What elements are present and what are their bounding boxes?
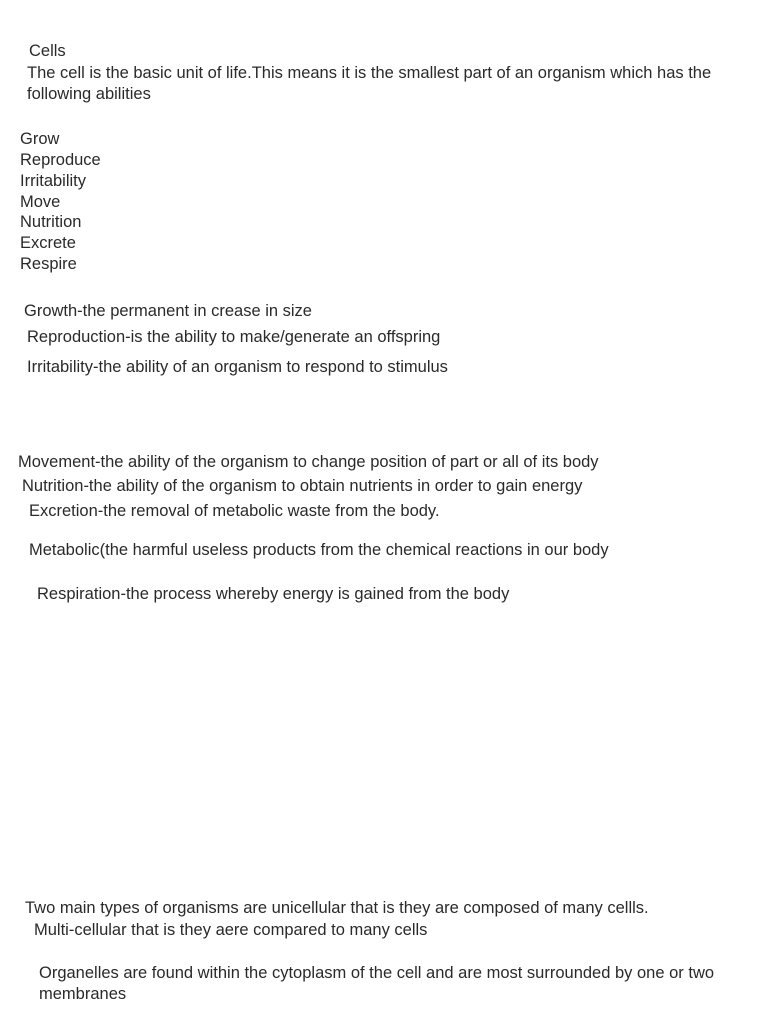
multicellular-note: Multi-cellular that is they aere compared to many cells [34,921,428,939]
organelles-paragraph: Organelles are found within the cytoplasm of the cell and are most surrounded by one or two membranes [39,964,715,1003]
ability-item: Move [20,193,61,211]
definition-metabolic: Metabolic(the harmful useless products from the chemical reactions in our body [29,541,609,559]
ability-item: Grow [20,130,60,148]
ability-item: Irritability [20,172,87,190]
ability-item: Respire [20,255,77,273]
definition-irritability: Irritability-the ability of an organism to respond to stimulus [27,358,448,376]
page-heading: Cells [29,42,66,60]
definition-growth: Growth-the permanent in crease in size [24,302,312,320]
ability-item: Reproduce [20,151,101,169]
definition-reproduction: Reproduction-is the ability to make/generate an offspring [27,328,441,346]
definition-movement: Movement-the ability of the organism to change position of part or all of its body [18,453,599,471]
ability-item: Excrete [20,234,76,252]
definition-excretion: Excretion-the removal of metabolic waste from the body. [29,502,440,520]
ability-item: Nutrition [20,213,82,231]
definition-nutrition: Nutrition-the ability of the organism to obtain nutrients in order to gain energy [22,477,583,495]
intro-paragraph: The cell is the basic unit of life.This means it is the smallest part of an organism which has the following abilities [27,64,712,103]
definition-respiration: Respiration-the process whereby energy is gained from the body [37,585,510,603]
organism-types: Two main types of organisms are unicellular that is they are composed of many cellls. [25,899,649,917]
